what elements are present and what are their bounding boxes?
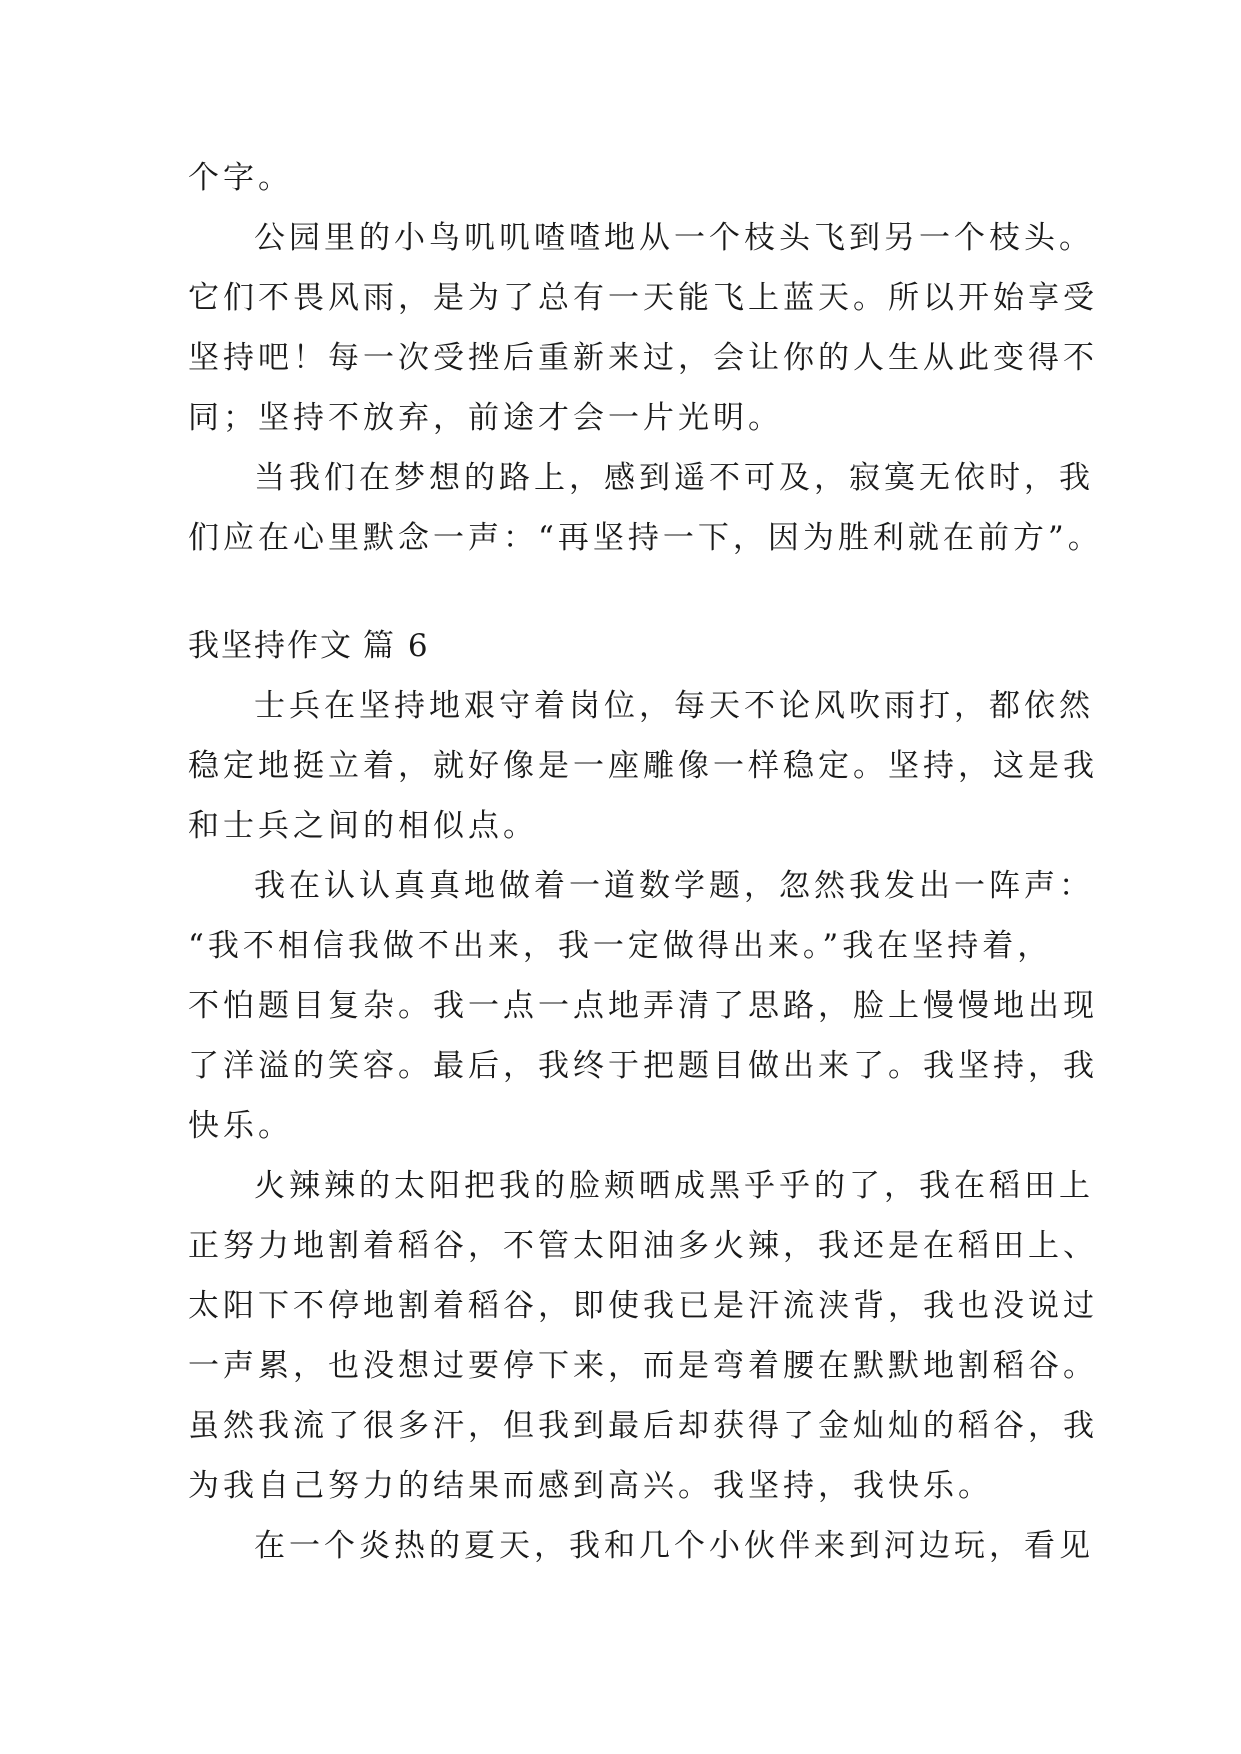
text-line: 一声累，也没想过要停下来，而是弯着腰在默默地割稻谷。 (188, 1348, 1098, 1384)
text-line: 同；坚持不放弃，前途才会一片光明。 (188, 400, 783, 436)
paragraph (188, 448, 1103, 568)
text-line: 坚持吧！每一次受挫后重新来过，会让你的人生从此变得不 (188, 340, 1098, 376)
paragraph (188, 856, 1098, 1156)
text-line: 个字。 (188, 160, 293, 196)
text-line: 在一个炎热的夏天，我和几个小伙伴来到河边玩，看见 (254, 1528, 1094, 1564)
text-line: 它们不畏风雨，是为了总有一天能飞上蓝天。所以开始享受 (188, 280, 1098, 316)
text-line: 虽然我流了很多汗，但我到最后却获得了金灿灿的稻谷，我 (188, 1408, 1098, 1444)
text-line: 火辣辣的太阳把我的脸颊晒成黑乎乎的了，我在稻田上 (254, 1168, 1094, 1204)
text-line: 当我们在梦想的路上，感到遥不可及，寂寞无依时，我 (254, 460, 1094, 496)
text-line: 们应在心里默念一声：“再坚持一下，因为胜利就在前方”。 (188, 520, 1103, 556)
text-line: 稳定地挺立着，就好像是一座雕像一样稳定。坚持，这是我 (188, 748, 1098, 784)
text-line: 我在认认真真地做着一道数学题，忽然我发出一阵声： (254, 868, 1094, 904)
paragraph (188, 208, 1098, 448)
text-line: 公园里的小鸟叽叽喳喳地从一个枝头飞到另一个枝头。 (254, 220, 1094, 256)
paragraph (188, 1516, 1094, 1576)
paragraph (188, 1156, 1098, 1516)
text-line: 士兵在坚持地艰守着岗位，每天不论风吹雨打，都依然 (254, 688, 1094, 724)
text-line: 了洋溢的笑容。最后，我终于把题目做出来了。我坚持，我 (188, 1048, 1098, 1084)
text-line: “我不相信我做不出来，我一定做得出来。”我在坚持着， (188, 928, 1053, 964)
text-line: 和士兵之间的相似点。 (188, 808, 538, 844)
section-title: 我坚持作文 (188, 628, 353, 664)
text-line: 为我自己努力的结果而感到高兴。我坚持，我快乐。 (188, 1468, 993, 1504)
document-page (188, 148, 1103, 1576)
text-line: 太阳下不停地割着稻谷，即使我已是汗流浃背，我也没说过 (188, 1288, 1098, 1324)
text-line: 不怕题目复杂。我一点一点地弄清了思路，脸上慢慢地出现 (188, 988, 1098, 1024)
paragraph (188, 676, 1098, 856)
section-heading (188, 616, 1068, 676)
text-line: 快乐。 (188, 1108, 293, 1144)
paragraph (188, 148, 1068, 208)
text-line: 正努力地割着稻谷，不管太阳油多火辣，我还是在稻田上、 (188, 1228, 1098, 1264)
section-gap (188, 568, 1068, 616)
section-label: 篇 6 (363, 628, 430, 664)
